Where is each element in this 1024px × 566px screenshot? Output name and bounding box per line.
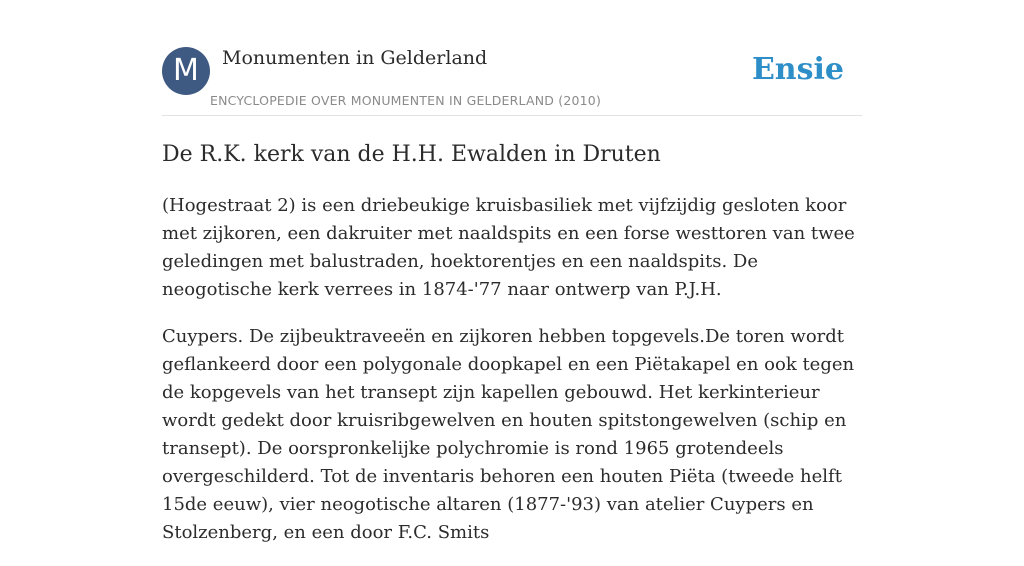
article-title: De R.K. kerk van de H.H. Ewalden in Druten <box>162 142 661 167</box>
header-divider <box>162 115 862 116</box>
article-paragraph: Cuypers. De zijbeuktraveeën en zijkoren hebben topgevels.De toren wordt geflankeerd door een polygonale doopkapel en een Piëtakapel en ook tegen de kopgevels van het transept zijn kapellen gebouwd. Het kerkinterieur wordt gedekt door kruisribgewelven en houten spitstongewelven (schip en transept). De oorspronkelijke polychromie is rond 1965 grotendeels overgeschilderd. Tot de inventaris behoren een houten Piëta (tweede helft 15de eeuw), vier neogotische altaren (1877-'93) van atelier Cuypers en Stolzenberg, en een door F.C. Smits <box>162 326 855 543</box>
article-body <box>162 192 864 566</box>
avatar[interactable]: M <box>162 47 210 95</box>
site-header <box>162 46 862 116</box>
site-title[interactable]: Monumenten in Gelderland <box>222 47 488 69</box>
site-subtitle: ENCYCLOPEDIE OVER MONUMENTEN IN GELDERLAND (2010) <box>210 93 602 108</box>
brand-logo[interactable]: Ensie <box>751 52 844 87</box>
article-paragraph: (Hogestraat 2) is een driebeukige kruisbasiliek met vijfzijdig gesloten koor met zijkoren, een dakruiter met naaldspits en een forse westtoren van twee geledingen met balustraden, hoektorentjes en een naaldspits. De neogotische kerk verrees in 1874-'77 naar ontwerp van P.J.H. <box>162 195 855 300</box>
